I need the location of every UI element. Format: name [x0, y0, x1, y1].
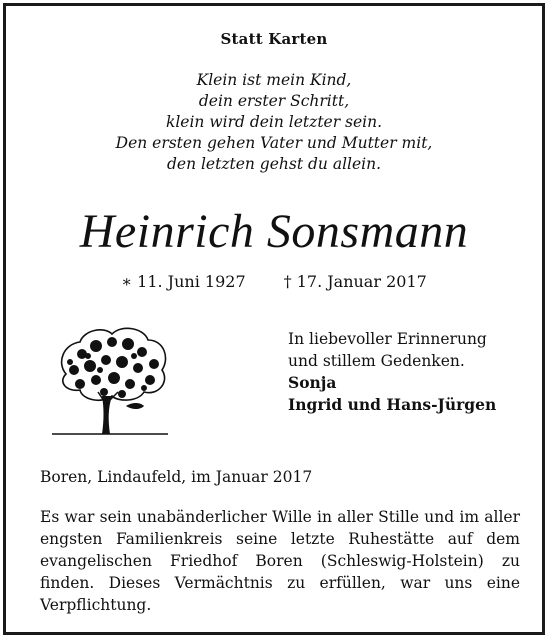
- mourner-name: Ingrid und Hans-Jürgen: [288, 395, 497, 414]
- death-date: † 17. Januar 2017: [283, 272, 427, 291]
- memory-block: [288, 328, 496, 416]
- tree-icon: [46, 322, 174, 440]
- header-title: Statt Karten: [220, 30, 328, 48]
- poem-line: dein erster Schritt,: [198, 92, 350, 110]
- place-date: Boren, Lindaufeld, im Januar 2017: [40, 468, 313, 486]
- poem-line: Klein ist mein Kind,: [196, 71, 352, 89]
- poem-line: Den ersten gehen Vater und Mutter mit,: [115, 134, 433, 152]
- poem: [6, 70, 542, 175]
- mourner-name: Sonja: [288, 373, 337, 392]
- closing-paragraph: Es war sein unabänderlicher Wille in aller Stille und im aller engsten Familienkreis seine letzte Ruhestätte auf dem evangelischen Friedhof Boren (Schleswig-Holstein) zu finden. Dieses Vermächtnis zu erfüllen, war uns eine Verpflichtung.: [40, 508, 520, 614]
- memory-line: In liebevoller Erinnerung: [288, 330, 487, 348]
- poem-line: klein wird dein letzter sein.: [165, 113, 383, 131]
- obituary-frame: [3, 3, 545, 635]
- birth-date: ∗ 11. Juni 1927: [121, 272, 246, 291]
- deceased-name: Heinrich Sonsmann: [79, 205, 469, 258]
- poem-line: den letzten gehst du allein.: [166, 155, 382, 173]
- life-dates: [6, 272, 542, 291]
- memory-line: und stillem Gedenken.: [288, 352, 465, 370]
